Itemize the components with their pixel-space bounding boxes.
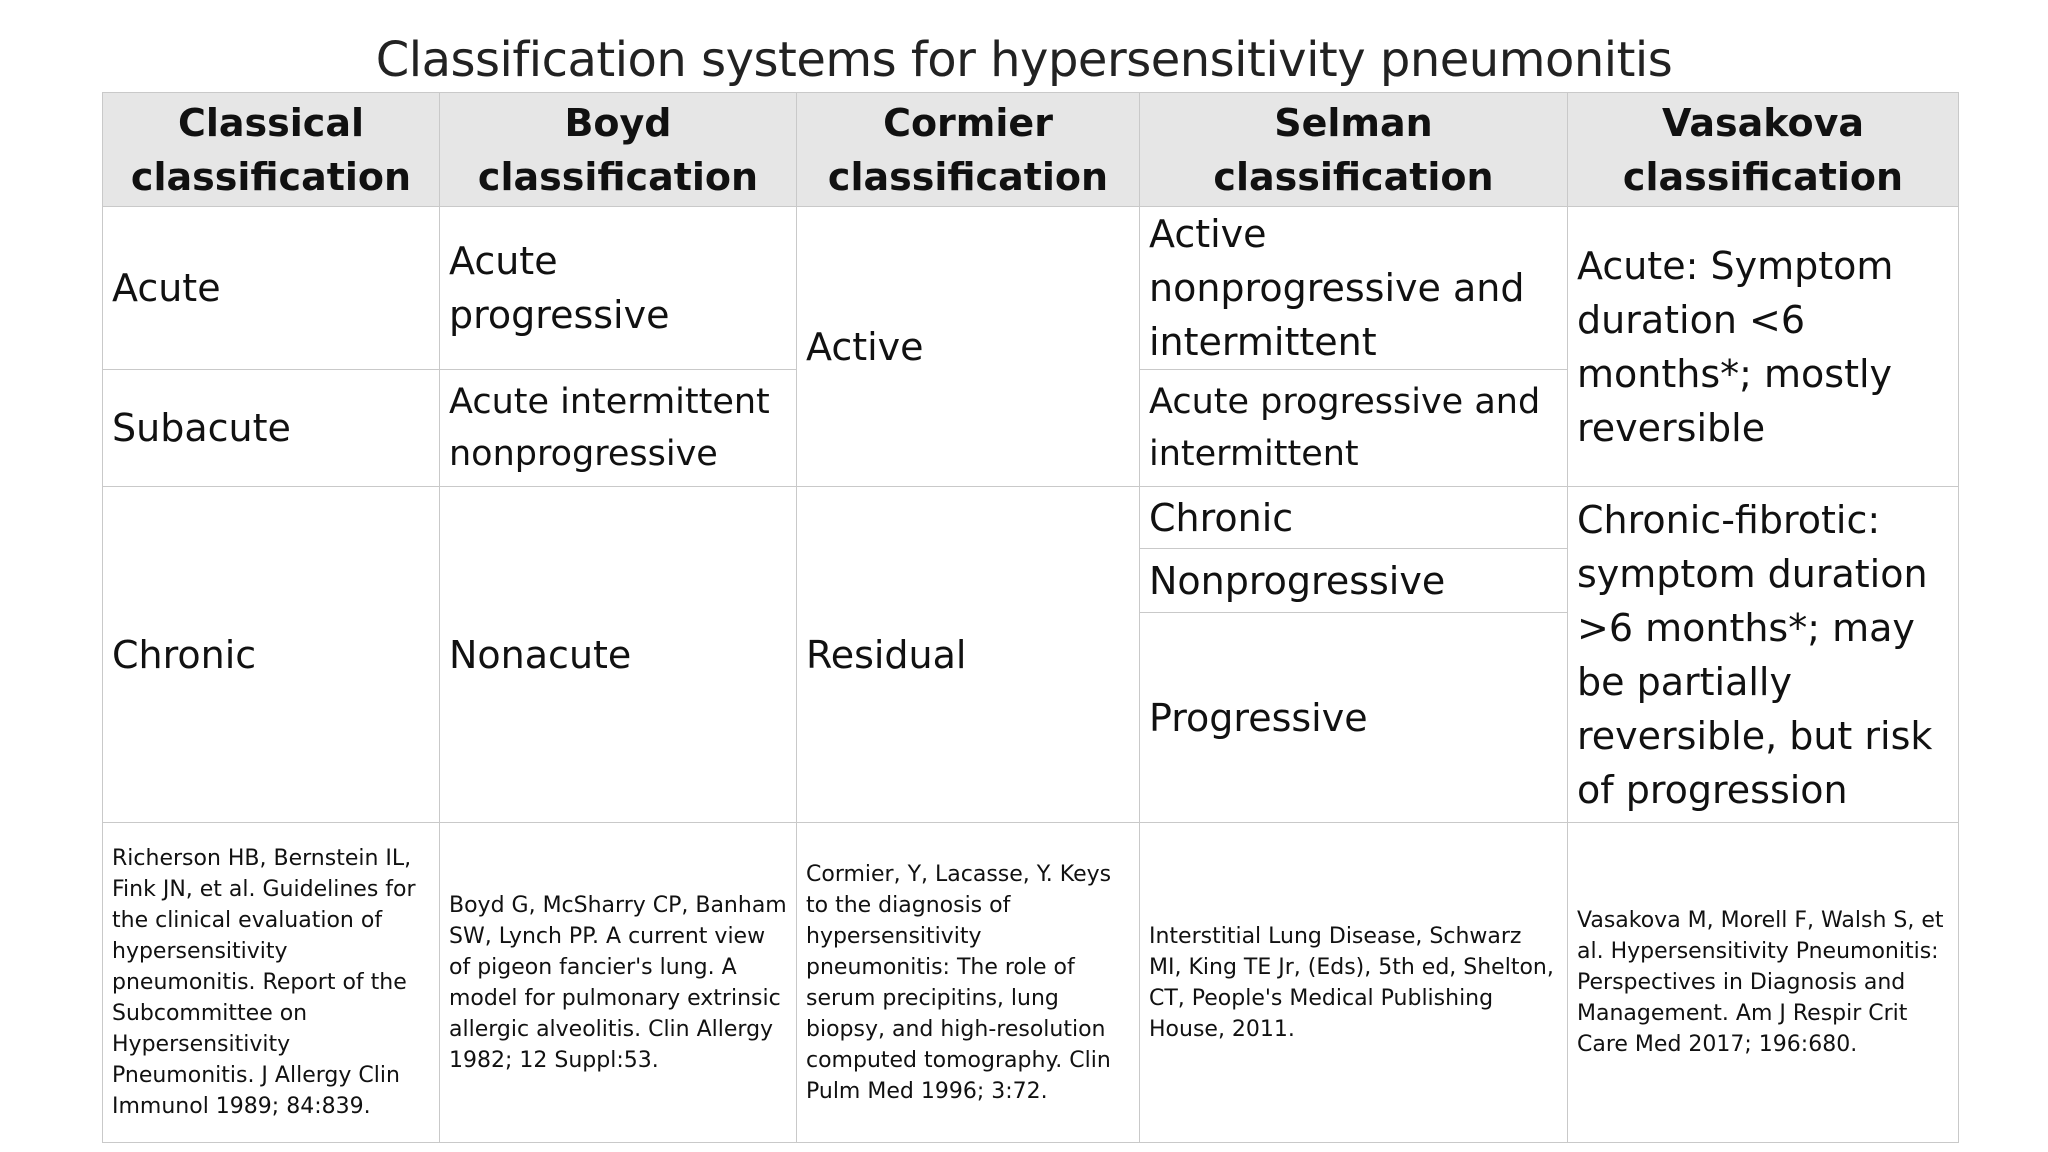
references-row — [103, 823, 1959, 1143]
vasakova-chronic: Chronic-fibrotic: symptom duration >6 months*; may be partially reversible, but risk of progression — [1568, 487, 1959, 823]
reference-boyd: Boyd G, McSharry CP, Banham SW, Lynch PP. A current view of pigeon fancier's lung. A model for pulmonary extrinsic allergic alveolitis. Clin Allergy 1982; 12 Suppl:53. — [440, 823, 797, 1143]
header-row — [103, 93, 1959, 207]
cormier-active: Active — [797, 207, 1140, 487]
selman-chronic: Chronic — [1140, 487, 1568, 549]
reference-cormier: Cormier, Y, Lacasse, Y. Keys to the diagnosis of hypersensitivity pneumonitis: The role of serum precipitins, lung biopsy, and high-resolution computed tomography. Clin Pulm Med 1996; 3:72. — [797, 823, 1140, 1143]
classification-table — [102, 92, 1959, 1143]
cormier-residual: Residual — [797, 487, 1140, 823]
header-classical: Classical classification — [103, 93, 440, 207]
boyd-acute-intermittent: Acute intermittent nonprogressive — [440, 370, 797, 487]
boyd-nonacute: Nonacute — [440, 487, 797, 823]
classical-chronic: Chronic — [103, 487, 440, 823]
selman-acute-progressive: Acute progressive and intermittent — [1140, 370, 1568, 487]
classical-subacute: Subacute — [103, 370, 440, 487]
reference-selman: Interstitial Lung Disease, Schwarz MI, King TE Jr, (Eds), 5th ed, Shelton, CT, People's Medical Publishing House, 2011. — [1140, 823, 1568, 1143]
table-row — [103, 207, 1959, 370]
header-cormier: Cormier classification — [797, 93, 1140, 207]
boyd-acute-progressive: Acute progressive — [440, 207, 797, 370]
reference-vasakova: Vasakova M, Morell F, Walsh S, et al. Hypersensitivity Pneumonitis: Perspectives in Diagnosis and Management. Am J Respir Crit Care Med 2017; 196:680. — [1568, 823, 1959, 1143]
selman-active-nonprogressive: Active nonprogressive and intermittent — [1140, 207, 1568, 370]
selman-nonprogressive: Nonprogressive — [1140, 549, 1568, 613]
classical-acute: Acute — [103, 207, 440, 370]
selman-progressive: Progressive — [1140, 613, 1568, 823]
page-title: Classification systems for hypersensitivity pneumonitis — [375, 32, 1673, 88]
header-selman: Selman classification — [1140, 93, 1568, 207]
header-boyd: Boyd classification — [440, 93, 797, 207]
reference-classical: Richerson HB, Bernstein IL, Fink JN, et al. Guidelines for the clinical evaluation of hypersensitivity pneumonitis. Report of the Subcommittee on Hypersensitivity Pneumonitis. J Allergy Clin Immunol 1989; 84:839. — [103, 823, 440, 1143]
header-vasakova: Vasakova classification — [1568, 93, 1959, 207]
table-row — [103, 487, 1959, 549]
vasakova-acute: Acute: Symptom duration <6 months*; mostly reversible — [1568, 207, 1959, 487]
